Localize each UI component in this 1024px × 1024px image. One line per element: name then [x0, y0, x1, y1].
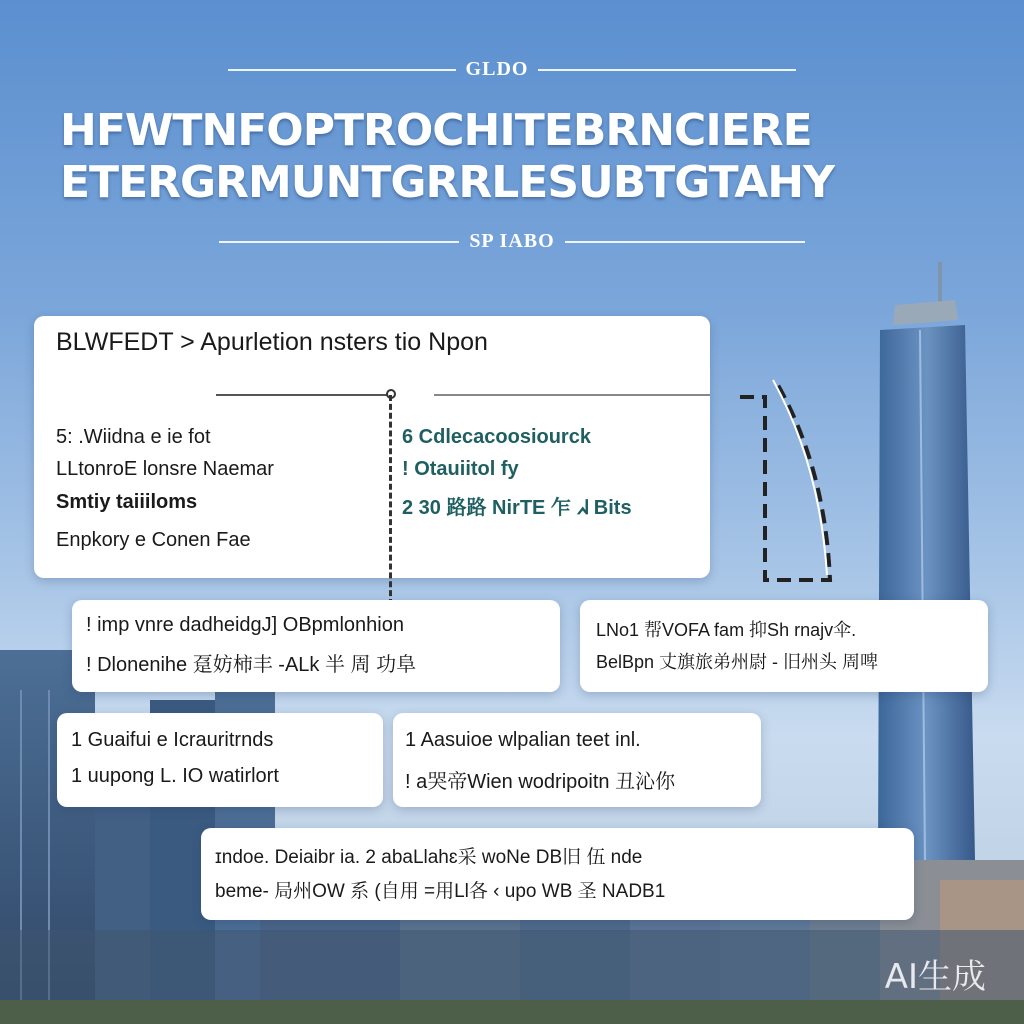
card-line: ! imp vnre dadheidgJ] OBpmlonhion [86, 614, 404, 636]
headline-line-1: HFWTNFOPTROCHITEBRNCIERE [60, 105, 812, 156]
card-line: 1 Guaifui e Icrauritrnds [71, 729, 274, 751]
main-left-line: Enpkory e Conen Fae [56, 529, 251, 551]
card-line: LNo1 帮VOFA fam 抑Sh rnajv伞. [596, 620, 857, 640]
divider [228, 69, 456, 71]
divider [219, 241, 459, 243]
card-line: ! a哭帝Wien wodripoitn 丑沁你 [405, 771, 676, 793]
connector-line [216, 394, 392, 396]
info-card-row2-right [580, 600, 988, 692]
dashed-connector [389, 395, 392, 605]
main-right-line: 2 30 路路 NirTE 乍 ᖽ Bits [402, 497, 632, 519]
header-top-label: GLDO [465, 58, 529, 80]
header-bottom-label: SP IABO [469, 230, 555, 252]
header-bottom-rule [0, 230, 1024, 253]
headline-line-2: ETERGRMUNTGRRLESUBTGTAHY [60, 157, 834, 208]
ai-generated-watermark: AI生成 [884, 957, 986, 997]
main-left-line: LLtonroE lonsre Naemar [56, 458, 274, 480]
info-card-bottom [201, 828, 914, 920]
main-right-line: 6 Cdlecacoosiourck [402, 426, 591, 448]
info-card-row3-left [57, 713, 383, 807]
header-top-rule [0, 58, 1024, 81]
connector-line [434, 394, 710, 396]
card-line: ɪndoe. Deiaibr ia. 2 abaLlahɛ采 woNe DB旧 伍 nde [215, 847, 643, 868]
main-card-title: BLWFEDT > Apurletion nsters tio Npon [56, 328, 488, 356]
info-card-row2-left [72, 600, 560, 692]
main-left-line: Smtiy taiiiloms [56, 491, 198, 513]
info-card-row3-right [393, 713, 761, 807]
divider [538, 69, 796, 71]
card-line: beme- 局州OW 系 (自用 =用Ll各 ‹ upo WB 圣 NADB1 [215, 881, 666, 902]
main-left-line: 5: .Wiidna e ie fot [56, 426, 211, 448]
bracket-shape [735, 375, 845, 595]
card-line: ! Dlonenihe 趸妨柿丰 -ALk 半 周 功阜 [86, 654, 417, 676]
main-right-line: ! Otauiitol fy [402, 458, 519, 480]
card-line: 1 uupong L. IO watirlort [71, 765, 279, 787]
divider [565, 241, 805, 243]
card-line: BelBpn 丈旗旅弟州尉 - 旧州头 周啤 [596, 652, 879, 672]
card-line: 1 Aasuioe wlpalian teet inl. [405, 729, 641, 751]
main-info-card [34, 316, 710, 578]
